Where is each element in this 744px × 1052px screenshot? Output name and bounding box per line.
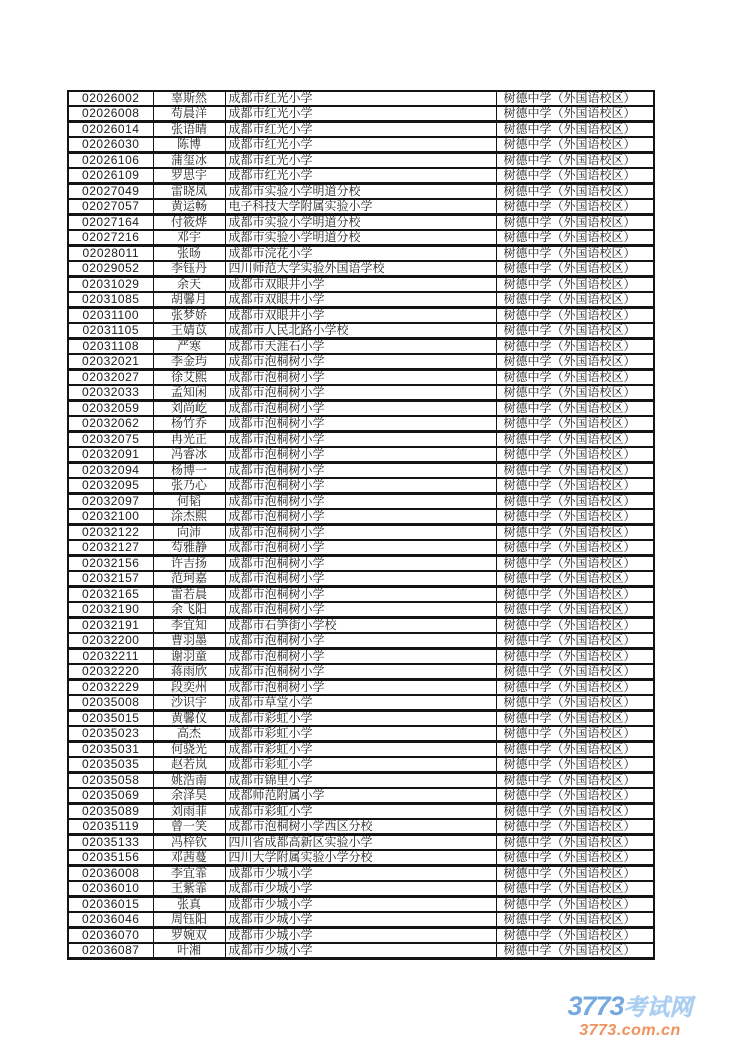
primary-school-cell: 成都市彩虹小学 bbox=[225, 757, 496, 773]
admitted-school-cell: 树德中学（外国语校区） bbox=[496, 757, 654, 773]
exam-number-cell: 02027164 bbox=[68, 215, 153, 231]
student-name-cell: 雷晓凤 bbox=[153, 184, 225, 200]
student-name-cell: 曹羽墨 bbox=[153, 633, 225, 649]
exam-number-cell: 02032156 bbox=[68, 556, 153, 572]
table-row bbox=[68, 215, 654, 231]
primary-school-cell: 成都市红光小学 bbox=[225, 106, 496, 122]
table-row bbox=[68, 447, 654, 463]
table-row bbox=[68, 463, 654, 479]
student-name-cell: 苟晨洋 bbox=[153, 106, 225, 122]
primary-school-cell: 成都市红光小学 bbox=[225, 168, 496, 184]
student-name-cell: 陈博 bbox=[153, 137, 225, 153]
table-row bbox=[68, 525, 654, 541]
admitted-school-cell: 树德中学（外国语校区） bbox=[496, 664, 654, 680]
exam-number-cell: 02032157 bbox=[68, 571, 153, 587]
exam-number-cell: 02032094 bbox=[68, 463, 153, 479]
exam-number-cell: 02032095 bbox=[68, 478, 153, 494]
admission-roster-table bbox=[67, 90, 655, 960]
watermark-brand-number: 3773 bbox=[567, 991, 624, 1021]
table-row bbox=[68, 246, 654, 262]
primary-school-cell: 电子科技大学附属实验小学 bbox=[225, 199, 496, 215]
student-name-cell: 邓宇 bbox=[153, 230, 225, 246]
table-row bbox=[68, 587, 654, 603]
admitted-school-cell: 树德中学（外国语校区） bbox=[496, 106, 654, 122]
admitted-school-cell: 树德中学（外国语校区） bbox=[496, 649, 654, 665]
primary-school-cell: 四川大学附属实验小学分校 bbox=[225, 850, 496, 866]
primary-school-cell: 成都市实验小学明道分校 bbox=[225, 184, 496, 200]
exam-number-cell: 02035069 bbox=[68, 788, 153, 804]
primary-school-cell: 四川师范大学实验外国语学校 bbox=[225, 261, 496, 277]
student-name-cell: 曾一笑 bbox=[153, 819, 225, 835]
admitted-school-cell: 树德中学（外国语校区） bbox=[496, 540, 654, 556]
primary-school-cell: 成都市泡桐树小学 bbox=[225, 354, 496, 370]
primary-school-cell: 成都市草堂小学 bbox=[225, 695, 496, 711]
exam-number-cell: 02036010 bbox=[68, 881, 153, 897]
student-name-cell: 芶雅静 bbox=[153, 540, 225, 556]
admitted-school-cell: 树德中学（外国语校区） bbox=[496, 432, 654, 448]
table-row bbox=[68, 711, 654, 727]
exam-number-cell: 02032091 bbox=[68, 447, 153, 463]
admitted-school-cell: 树德中学（外国语校区） bbox=[496, 928, 654, 944]
admitted-school-cell: 树德中学（外国语校区） bbox=[496, 463, 654, 479]
student-name-cell: 杨博一 bbox=[153, 463, 225, 479]
primary-school-cell: 成都市泡桐树小学 bbox=[225, 602, 496, 618]
exam-number-cell: 02032100 bbox=[68, 509, 153, 525]
primary-school-cell: 成都市泡桐树小学 bbox=[225, 494, 496, 510]
primary-school-cell: 成都市泡桐树小学 bbox=[225, 416, 496, 432]
exam-number-cell: 02032220 bbox=[68, 664, 153, 680]
exam-number-cell: 02032229 bbox=[68, 680, 153, 696]
student-name-cell: 孟知闲 bbox=[153, 385, 225, 401]
student-name-cell: 何韬 bbox=[153, 494, 225, 510]
admitted-school-cell: 树德中学（外国语校区） bbox=[496, 246, 654, 262]
student-name-cell: 王婧苡 bbox=[153, 323, 225, 339]
admitted-school-cell: 树德中学（外国语校区） bbox=[496, 835, 654, 851]
student-name-cell: 张旸 bbox=[153, 246, 225, 262]
watermark-url: 3773.com.cn bbox=[579, 1022, 681, 1039]
student-name-cell: 范珂嘉 bbox=[153, 571, 225, 587]
primary-school-cell: 成都市双眼井小学 bbox=[225, 308, 496, 324]
table-row bbox=[68, 509, 654, 525]
primary-school-cell: 成都市红光小学 bbox=[225, 122, 496, 138]
student-name-cell: 李宜霏 bbox=[153, 866, 225, 882]
table-row bbox=[68, 230, 654, 246]
table-row bbox=[68, 106, 654, 122]
primary-school-cell: 成都市泡桐树小学 bbox=[225, 509, 496, 525]
student-name-cell: 许吉扬 bbox=[153, 556, 225, 572]
table-row bbox=[68, 122, 654, 138]
admitted-school-cell: 树德中学（外国语校区） bbox=[496, 153, 654, 169]
primary-school-cell: 成都市锦里小学 bbox=[225, 773, 496, 789]
table-row bbox=[68, 680, 654, 696]
primary-school-cell: 成都市彩虹小学 bbox=[225, 804, 496, 820]
admitted-school-cell: 树德中学（外国语校区） bbox=[496, 695, 654, 711]
admitted-school-cell: 树德中学（外国语校区） bbox=[496, 788, 654, 804]
admitted-school-cell: 树德中学（外国语校区） bbox=[496, 277, 654, 293]
table-row bbox=[68, 850, 654, 866]
admitted-school-cell: 树德中学（外国语校区） bbox=[496, 199, 654, 215]
exam-number-cell: 02027057 bbox=[68, 199, 153, 215]
student-name-cell: 罗思宇 bbox=[153, 168, 225, 184]
student-name-cell: 冯睿冰 bbox=[153, 447, 225, 463]
table-row bbox=[68, 602, 654, 618]
admitted-school-cell: 树德中学（外国语校区） bbox=[496, 680, 654, 696]
primary-school-cell: 成都市少城小学 bbox=[225, 912, 496, 928]
admitted-school-cell: 树德中学（外国语校区） bbox=[496, 742, 654, 758]
table-row bbox=[68, 742, 654, 758]
table-row bbox=[68, 571, 654, 587]
student-name-cell: 雷若晨 bbox=[153, 587, 225, 603]
student-name-cell: 胡馨月 bbox=[153, 292, 225, 308]
admitted-school-cell: 树德中学（外国语校区） bbox=[496, 711, 654, 727]
student-name-cell: 周钰阳 bbox=[153, 912, 225, 928]
student-name-cell: 付筱烨 bbox=[153, 215, 225, 231]
admitted-school-cell: 树德中学（外国语校区） bbox=[496, 168, 654, 184]
student-name-cell: 严寒 bbox=[153, 339, 225, 355]
exam-number-cell: 02035015 bbox=[68, 711, 153, 727]
table-row bbox=[68, 261, 654, 277]
exam-number-cell: 02031029 bbox=[68, 277, 153, 293]
exam-number-cell: 02032027 bbox=[68, 370, 153, 386]
table-row bbox=[68, 835, 654, 851]
table-row bbox=[68, 695, 654, 711]
student-name-cell: 李金玙 bbox=[153, 354, 225, 370]
admitted-school-cell: 树德中学（外国语校区） bbox=[496, 122, 654, 138]
exam-number-cell: 02032097 bbox=[68, 494, 153, 510]
admitted-school-cell: 树德中学（外国语校区） bbox=[496, 401, 654, 417]
table-row bbox=[68, 804, 654, 820]
primary-school-cell: 成都市实验小学明道分校 bbox=[225, 215, 496, 231]
exam-number-cell: 02032075 bbox=[68, 432, 153, 448]
exam-number-cell: 02031105 bbox=[68, 323, 153, 339]
primary-school-cell: 成都市泡桐树小学 bbox=[225, 432, 496, 448]
primary-school-cell: 成都师范附属小学 bbox=[225, 788, 496, 804]
student-name-cell: 叶湘 bbox=[153, 943, 225, 959]
admitted-school-cell: 树德中学（外国语校区） bbox=[496, 370, 654, 386]
exam-number-cell: 02032190 bbox=[68, 602, 153, 618]
primary-school-cell: 成都市人民北路小学校 bbox=[225, 323, 496, 339]
admitted-school-cell: 树德中学（外国语校区） bbox=[496, 571, 654, 587]
table-row bbox=[68, 339, 654, 355]
student-name-cell: 谢羽童 bbox=[153, 649, 225, 665]
table-row bbox=[68, 184, 654, 200]
primary-school-cell: 成都市泡桐树小学 bbox=[225, 633, 496, 649]
table-row bbox=[68, 897, 654, 913]
exam-number-cell: 02032127 bbox=[68, 540, 153, 556]
student-name-cell: 徐艾熙 bbox=[153, 370, 225, 386]
student-name-cell: 蒲玺冰 bbox=[153, 153, 225, 169]
student-name-cell: 段奕州 bbox=[153, 680, 225, 696]
exam-number-cell: 02032033 bbox=[68, 385, 153, 401]
student-name-cell: 涂杰熙 bbox=[153, 509, 225, 525]
table-row bbox=[68, 618, 654, 634]
primary-school-cell: 成都市双眼井小学 bbox=[225, 292, 496, 308]
admitted-school-cell: 树德中学（外国语校区） bbox=[496, 447, 654, 463]
admitted-school-cell: 树德中学（外国语校区） bbox=[496, 850, 654, 866]
student-name-cell: 李宜知 bbox=[153, 618, 225, 634]
primary-school-cell: 成都市浣花小学 bbox=[225, 246, 496, 262]
admitted-school-cell: 树德中学（外国语校区） bbox=[496, 91, 654, 106]
admitted-school-cell: 树德中学（外国语校区） bbox=[496, 339, 654, 355]
admitted-school-cell: 树德中学（外国语校区） bbox=[496, 587, 654, 603]
admitted-school-cell: 树德中学（外国语校区） bbox=[496, 897, 654, 913]
table-row bbox=[68, 912, 654, 928]
exam-number-cell: 02035089 bbox=[68, 804, 153, 820]
student-name-cell: 杨竹乔 bbox=[153, 416, 225, 432]
exam-number-cell: 02027216 bbox=[68, 230, 153, 246]
primary-school-cell: 成都市少城小学 bbox=[225, 928, 496, 944]
admitted-school-cell: 树德中学（外国语校区） bbox=[496, 478, 654, 494]
table-row bbox=[68, 370, 654, 386]
primary-school-cell: 成都市泡桐树小学 bbox=[225, 401, 496, 417]
primary-school-cell: 成都市少城小学 bbox=[225, 866, 496, 882]
table-row bbox=[68, 819, 654, 835]
primary-school-cell: 成都市石笋街小学校 bbox=[225, 618, 496, 634]
admitted-school-cell: 树德中学（外国语校区） bbox=[496, 385, 654, 401]
admitted-school-cell: 树德中学（外国语校区） bbox=[496, 215, 654, 231]
table-row bbox=[68, 928, 654, 944]
table-row bbox=[68, 866, 654, 882]
admitted-school-cell: 树德中学（外国语校区） bbox=[496, 819, 654, 835]
exam-number-cell: 02027049 bbox=[68, 184, 153, 200]
student-name-cell: 余飞阳 bbox=[153, 602, 225, 618]
table-row bbox=[68, 153, 654, 169]
exam-number-cell: 02026002 bbox=[68, 91, 153, 106]
student-name-cell: 王紫霏 bbox=[153, 881, 225, 897]
student-name-cell: 余天 bbox=[153, 277, 225, 293]
primary-school-cell: 成都市双眼井小学 bbox=[225, 277, 496, 293]
student-name-cell: 张真 bbox=[153, 897, 225, 913]
exam-number-cell: 02035133 bbox=[68, 835, 153, 851]
exam-number-cell: 02032211 bbox=[68, 649, 153, 665]
admitted-school-cell: 树德中学（外国语校区） bbox=[496, 184, 654, 200]
primary-school-cell: 成都市泡桐树小学 bbox=[225, 664, 496, 680]
table-row bbox=[68, 137, 654, 153]
table-row bbox=[68, 199, 654, 215]
admitted-school-cell: 树德中学（外国语校区） bbox=[496, 866, 654, 882]
primary-school-cell: 成都市泡桐树小学 bbox=[225, 680, 496, 696]
exam-number-cell: 02036087 bbox=[68, 943, 153, 959]
primary-school-cell: 成都市泡桐树小学 bbox=[225, 478, 496, 494]
table-row bbox=[68, 478, 654, 494]
student-name-cell: 冉光正 bbox=[153, 432, 225, 448]
primary-school-cell: 成都市泡桐树小学 bbox=[225, 540, 496, 556]
primary-school-cell: 成都市泡桐树小学 bbox=[225, 385, 496, 401]
primary-school-cell: 四川省成都高新区实验小学 bbox=[225, 835, 496, 851]
exam-number-cell: 02035023 bbox=[68, 726, 153, 742]
exam-number-cell: 02036008 bbox=[68, 866, 153, 882]
exam-number-cell: 02026109 bbox=[68, 168, 153, 184]
table-row bbox=[68, 308, 654, 324]
table-row bbox=[68, 323, 654, 339]
primary-school-cell: 成都市泡桐树小学西区分校 bbox=[225, 819, 496, 835]
admitted-school-cell: 树德中学（外国语校区） bbox=[496, 354, 654, 370]
admitted-school-cell: 树德中学（外国语校区） bbox=[496, 618, 654, 634]
primary-school-cell: 成都市实验小学明道分校 bbox=[225, 230, 496, 246]
student-name-cell: 何骁光 bbox=[153, 742, 225, 758]
admitted-school-cell: 树德中学（外国语校区） bbox=[496, 292, 654, 308]
primary-school-cell: 成都市泡桐树小学 bbox=[225, 447, 496, 463]
watermark-brand-suffix: 考试网 bbox=[623, 995, 693, 1020]
exam-number-cell: 02032165 bbox=[68, 587, 153, 603]
exam-number-cell: 02035008 bbox=[68, 695, 153, 711]
admitted-school-cell: 树德中学（外国语校区） bbox=[496, 726, 654, 742]
admitted-school-cell: 树德中学（外国语校区） bbox=[496, 881, 654, 897]
student-name-cell: 刘雨菲 bbox=[153, 804, 225, 820]
exam-number-cell: 02026014 bbox=[68, 122, 153, 138]
primary-school-cell: 成都市红光小学 bbox=[225, 91, 496, 106]
exam-number-cell: 02036015 bbox=[68, 897, 153, 913]
exam-number-cell: 02026008 bbox=[68, 106, 153, 122]
admitted-school-cell: 树德中学（外国语校区） bbox=[496, 804, 654, 820]
table-row bbox=[68, 168, 654, 184]
admitted-school-cell: 树德中学（外国语校区） bbox=[496, 773, 654, 789]
table-row bbox=[68, 943, 654, 959]
exam-number-cell: 02029052 bbox=[68, 261, 153, 277]
primary-school-cell: 成都市泡桐树小学 bbox=[225, 649, 496, 665]
primary-school-cell: 成都市泡桐树小学 bbox=[225, 587, 496, 603]
primary-school-cell: 成都市泡桐树小学 bbox=[225, 525, 496, 541]
exam-number-cell: 02032021 bbox=[68, 354, 153, 370]
table-row bbox=[68, 494, 654, 510]
admitted-school-cell: 树德中学（外国语校区） bbox=[496, 602, 654, 618]
exam-number-cell: 02031108 bbox=[68, 339, 153, 355]
table-row bbox=[68, 633, 654, 649]
student-name-cell: 蒋雨欣 bbox=[153, 664, 225, 680]
student-name-cell: 张梦娇 bbox=[153, 308, 225, 324]
exam-number-cell: 02035156 bbox=[68, 850, 153, 866]
primary-school-cell: 成都市彩虹小学 bbox=[225, 742, 496, 758]
primary-school-cell: 成都市泡桐树小学 bbox=[225, 463, 496, 479]
admitted-school-cell: 树德中学（外国语校区） bbox=[496, 525, 654, 541]
table-row bbox=[68, 881, 654, 897]
student-name-cell: 向沛 bbox=[153, 525, 225, 541]
exam-number-cell: 02032059 bbox=[68, 401, 153, 417]
student-name-cell: 姚浩南 bbox=[153, 773, 225, 789]
student-name-cell: 邓茜蔓 bbox=[153, 850, 225, 866]
primary-school-cell: 成都市泡桐树小学 bbox=[225, 370, 496, 386]
student-name-cell: 李钰丹 bbox=[153, 261, 225, 277]
exam-number-cell: 02036046 bbox=[68, 912, 153, 928]
exam-number-cell: 02035035 bbox=[68, 757, 153, 773]
admitted-school-cell: 树德中学（外国语校区） bbox=[496, 509, 654, 525]
admitted-school-cell: 树德中学（外国语校区） bbox=[496, 416, 654, 432]
exam-number-cell: 02032062 bbox=[68, 416, 153, 432]
admitted-school-cell: 树德中学（外国语校区） bbox=[496, 308, 654, 324]
admitted-school-cell: 树德中学（外国语校区） bbox=[496, 230, 654, 246]
primary-school-cell: 成都市彩虹小学 bbox=[225, 711, 496, 727]
watermark bbox=[556, 993, 704, 1039]
table-row bbox=[68, 292, 654, 308]
table-row bbox=[68, 385, 654, 401]
exam-number-cell: 02031085 bbox=[68, 292, 153, 308]
table-row bbox=[68, 649, 654, 665]
table-row bbox=[68, 401, 654, 417]
primary-school-cell: 成都市红光小学 bbox=[225, 153, 496, 169]
table-row bbox=[68, 726, 654, 742]
primary-school-cell: 成都市少城小学 bbox=[225, 897, 496, 913]
table-row bbox=[68, 91, 654, 106]
student-name-cell: 黄运畅 bbox=[153, 199, 225, 215]
table-row bbox=[68, 788, 654, 804]
student-name-cell: 沙识宇 bbox=[153, 695, 225, 711]
exam-number-cell: 02036070 bbox=[68, 928, 153, 944]
exam-number-cell: 02032122 bbox=[68, 525, 153, 541]
admitted-school-cell: 树德中学（外国语校区） bbox=[496, 137, 654, 153]
admitted-school-cell: 树德中学（外国语校区） bbox=[496, 261, 654, 277]
exam-number-cell: 02035031 bbox=[68, 742, 153, 758]
student-name-cell: 余泽昊 bbox=[153, 788, 225, 804]
admitted-school-cell: 树德中学（外国语校区） bbox=[496, 912, 654, 928]
primary-school-cell: 成都市红光小学 bbox=[225, 137, 496, 153]
watermark-site-name bbox=[556, 993, 704, 1020]
table-row bbox=[68, 773, 654, 789]
exam-number-cell: 02031100 bbox=[68, 308, 153, 324]
table-row bbox=[68, 540, 654, 556]
exam-number-cell: 02028011 bbox=[68, 246, 153, 262]
admitted-school-cell: 树德中学（外国语校区） bbox=[496, 494, 654, 510]
primary-school-cell: 成都市彩虹小学 bbox=[225, 726, 496, 742]
student-name-cell: 高杰 bbox=[153, 726, 225, 742]
table-row bbox=[68, 664, 654, 680]
student-name-cell: 刘尚屹 bbox=[153, 401, 225, 417]
student-name-cell: 张乃心 bbox=[153, 478, 225, 494]
table-row bbox=[68, 354, 654, 370]
student-name-cell: 辜斯然 bbox=[153, 91, 225, 106]
student-name-cell: 张语晴 bbox=[153, 122, 225, 138]
admitted-school-cell: 树德中学（外国语校区） bbox=[496, 943, 654, 959]
exam-number-cell: 02035119 bbox=[68, 819, 153, 835]
admitted-school-cell: 树德中学（外国语校区） bbox=[496, 323, 654, 339]
table-row bbox=[68, 556, 654, 572]
student-name-cell: 罗婉双 bbox=[153, 928, 225, 944]
admitted-school-cell: 树德中学（外国语校区） bbox=[496, 556, 654, 572]
table-row bbox=[68, 757, 654, 773]
exam-number-cell: 02026030 bbox=[68, 137, 153, 153]
exam-number-cell: 02032191 bbox=[68, 618, 153, 634]
exam-number-cell: 02026106 bbox=[68, 153, 153, 169]
table-row bbox=[68, 432, 654, 448]
table-row bbox=[68, 277, 654, 293]
exam-number-cell: 02035058 bbox=[68, 773, 153, 789]
primary-school-cell: 成都市少城小学 bbox=[225, 943, 496, 959]
admitted-school-cell: 树德中学（外国语校区） bbox=[496, 633, 654, 649]
table-row bbox=[68, 416, 654, 432]
primary-school-cell: 成都市泡桐树小学 bbox=[225, 556, 496, 572]
student-name-cell: 冯梓钦 bbox=[153, 835, 225, 851]
primary-school-cell: 成都市天涯石小学 bbox=[225, 339, 496, 355]
exam-number-cell: 02032200 bbox=[68, 633, 153, 649]
student-name-cell: 黄馨仪 bbox=[153, 711, 225, 727]
student-name-cell: 赵若岚 bbox=[153, 757, 225, 773]
primary-school-cell: 成都市泡桐树小学 bbox=[225, 571, 496, 587]
results-table-body bbox=[68, 91, 654, 959]
primary-school-cell: 成都市少城小学 bbox=[225, 881, 496, 897]
